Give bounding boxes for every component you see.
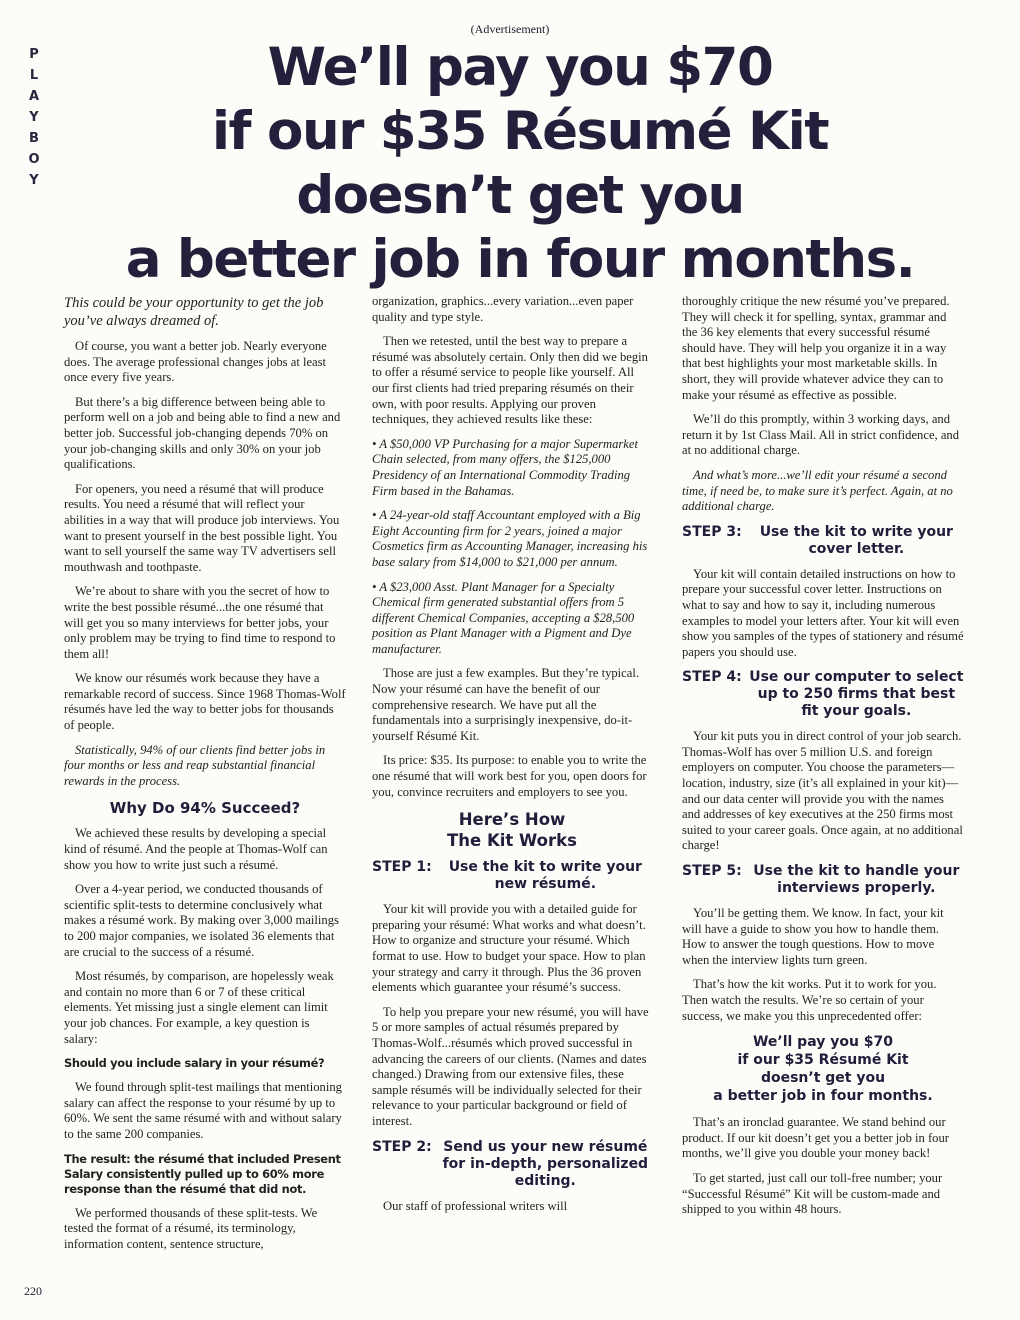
column-2 (372, 294, 652, 1223)
paragraph: We’re about to share with you the secret of how to write the best possible résumé...the one résumé that will get you so many interviews for better jobs, your only problem may be trying to find time to respond to them all! (64, 584, 336, 661)
headline (60, 36, 980, 292)
subheading-line: Here’s How (458, 810, 566, 830)
magazine-letter: Y (29, 110, 39, 125)
paragraph: thoroughly critique the new résumé you’ve prepared. They will check it for spelling, syntax, grammar and the 36 key elements that every successful résumé should have. They will help you organize it in a way that best highlights your most marketable skills. In short, they will provide whatever advice they can to make your résumé as effective as possible. (682, 294, 950, 402)
subheading (372, 809, 652, 851)
paragraph: That’s an ironclad guarantee. We stand behind our product. If our kit doesn’t get you a better job in four months, we’ll give you double your money back! (682, 1115, 949, 1161)
magazine-letter: L (29, 68, 39, 83)
step-title: Send us your new résumé for in-depth, personalized editing. (442, 1138, 649, 1189)
column-3 (682, 294, 964, 1227)
paragraph: But there’s a big difference between being able to perform well on a job and being able to find a new and better job. Successful job-changing depends 70% on your job-changing skills and only 30% on your job qualifications. (64, 394, 341, 472)
page-number: 220 (24, 1284, 42, 1298)
paragraph: Our staff of professional writers will (383, 1198, 568, 1213)
paragraph: And what’s more...we’ll edit your résumé a second time, if need be, to make sure it’s perfect. Again, at no additional charge. (682, 467, 953, 514)
paragraph: For openers, you need a résumé that will produce results. You need a résumé that will reflect your abilities in a way that will produce job interviews. You want to present yourself in the best possible light. You want to sell yourself the same way TV advertisers sell mouthwash and toothpaste. (64, 481, 340, 574)
advertisement-label: (Advertisement) (470, 22, 550, 36)
magazine-letter: O (28, 152, 40, 167)
paragraph: Statistically, 94% of our clients find better jobs in four months or less and reap substantial financial rewards in the process. (64, 742, 326, 788)
intro-text: This could be your opportunity to get the job you’ve always dreamed of. (64, 295, 324, 329)
guarantee-line: a better job in four months. (713, 1088, 933, 1105)
step-number: STEP 1: (372, 859, 432, 876)
headline-line: a better job in four months. (125, 229, 915, 290)
paragraph: We achieved these results by developing a special kind of résumé. And the people at Thomas-Wolf can show you how to write just such a résumé. (64, 826, 328, 872)
paragraph: Its price: $35. Its purpose: to enable you to write the one résumé that will work best for you, open doors for you, convince recruiters and employers to see you. (372, 753, 647, 799)
step-title: Use the kit to write your cover letter. (759, 523, 953, 557)
paragraph: Your kit puts you in direct control of your job search. Thomas-Wolf has over 5 million U.S. and foreign employers on computer. You choose the parameters—location, industry, size (it’s all explained in your kit)—and our data center will provide you with the names and addresses of key executives at the 250 firms most suited to your career goals. Once again, at no additional charge! (682, 729, 963, 853)
paragraph: We know our résumés work because they have a remarkable record of success. Since 1968 Thomas-Wolf résumés have led the way to better jobs for thousands of people. (64, 671, 346, 733)
paragraph: Those are just a few examples. But they’re typical. Now your résumé can have the benefit of our comprehensive research. We have put all the fundamentals into a surprisingly inexpensive, do-it-yourself Résumé Kit. (372, 666, 639, 743)
paragraph: We performed thousands of these split-tests. We tested the format of a résumé, its terminology, information content, sentence structure, (64, 1205, 318, 1251)
step-title: Use the kit to handle your interviews properly. (753, 863, 960, 897)
headline-line: if our $35 Résumé Kit (211, 101, 829, 162)
step-number: STEP 3: (682, 523, 742, 540)
column-1 (64, 294, 346, 1261)
paragraph: Then we retested, until the best way to prepare a résumé was absolutely certain. Only then did we begin to offer a résumé service to people like yourself. All our first clients had tried preparing résumés on their own, with poor results. Applying our proven techniques, they achieved results like these: (372, 334, 648, 427)
subheading-line: The Kit Works (447, 831, 577, 851)
paragraph: Your kit will provide you with a detailed guide for preparing your résumé: What works and what doesn’t. How to organize and structure your résumé. Which format to use. How to budget your space. How to plan your strategy and carry it through. Plus the 36 proven elements which guarantee your résumé’s success. (372, 902, 646, 995)
guarantee-line: if our $35 Résumé Kit (737, 1052, 909, 1069)
headline-line: We’ll pay you $70 (267, 37, 773, 98)
bold-result: The result: the résumé that included Present Salary consistently pulled up to 60% more response than the résumé that did not. (64, 1151, 341, 1196)
step-heading (372, 859, 652, 893)
paragraph: You’ll be getting them. We know. In fact, your kit will have a guide to show you how to handle them. How to answer the tough questions. How to move when the interview lights turn green. (682, 906, 944, 967)
step-title: Use the kit to write your new résumé. (448, 859, 642, 893)
step-title: Use our computer to select up to 250 firms that best fit your goals. (749, 669, 964, 720)
subheading: Why Do 94% Succeed? (109, 799, 301, 818)
step-number: STEP 2: (372, 1138, 432, 1155)
paragraph: We found through split-test mailings that mentioning salary can affect the response to your résumé by up to 60%. We sent the same résumé with and without salary to the same 200 companies. (64, 1080, 342, 1141)
step-number: STEP 4: (682, 669, 742, 686)
step-number: STEP 5: (682, 863, 742, 880)
guarantee-line: doesn’t get you (760, 1070, 886, 1087)
paragraph: Of course, you want a better job. Nearly everyone does. The average professional changes jobs at least once every five years. (64, 339, 327, 385)
headline-line: doesn’t get you (296, 165, 744, 226)
paragraph: Your kit will contain detailed instructions on how to prepare your successful cover letter. Instructions on what to say and how to say it, including numerous examples to model your letters after. Your kit will even show you samples of the types of stationery and résumé papers you should use. (682, 566, 964, 659)
paragraph: To get started, just call our toll-free number; your “Successful Résumé” Kit will be custom-made and shipped to you within 48 hours. (682, 1170, 943, 1217)
step-heading (682, 669, 964, 720)
paragraph: That’s how the kit works. Put it to work for you. Then watch the results. We’re so certain of your success, we make you this unprecedented offer: (682, 977, 937, 1023)
example: • A 24-year-old staff Accountant employed with a Big Eight Accounting firm for 2 years, joined a major Cosmetics firm as Accounting Manager, increasing his base salary from $14,000 to $21,000 per annum. (372, 508, 648, 569)
magazine-letter: B (29, 131, 39, 146)
paragraph: To help you prepare your new résumé, you will have 5 or more samples of actual résumés prepared by Thomas-Wolf...résumés which proved successful in advancing the careers of our clients. (Names and dates changed.) Drawing from our extensive files, these sample résumés will be individually selected for their relevance to your particular background or field of interest. (372, 1004, 649, 1128)
step-heading (372, 1139, 652, 1190)
paragraph: Most résumés, by comparison, are hopelessly weak and contain no more than 6 or 7 of these critical elements. Yet missing just a single element can limit your job chances. For example, a key question is salary: (64, 969, 334, 1046)
example: • A $23,000 Asst. Plant Manager for a Specialty Chemical firm generated substantial offers from 5 different Chemical Companies, accepting a $28,500 position as Plant Manager with a Pigment and Dye manufacturer. (372, 579, 635, 656)
bold-question: Should you include salary in your résumé? (64, 1056, 325, 1071)
paragraph: We’ll do this promptly, within 3 working days, and return it by 1st Class Mail. All in strict confidence, and at no additional charge. (682, 412, 960, 458)
step-heading (682, 863, 964, 897)
paragraph: organization, graphics...every variation...even paper quality and type style. (372, 294, 634, 324)
guarantee-line: We’ll pay you $70 (752, 1034, 894, 1051)
example: • A $50,000 VP Purchasing for a major Supermarket Chain selected, from many offers, the $125,000 Presidency of an International Commodity Trading Firm based in the Bahamas. (372, 436, 638, 498)
magazine-letter: P (29, 47, 39, 62)
step-heading (682, 524, 964, 558)
magazine-name-vertical (24, 44, 44, 191)
magazine-letter: Y (29, 173, 39, 188)
magazine-letter: A (28, 89, 40, 104)
paragraph: Over a 4-year period, we conducted thousands of scientific split-tests to determine conclusively what makes a résumé work. By making over 3,000 mailings to 200 major companies, we isolated 36 elements that are crucial to the success of a résumé. (64, 882, 339, 959)
guarantee-box (682, 1033, 964, 1105)
